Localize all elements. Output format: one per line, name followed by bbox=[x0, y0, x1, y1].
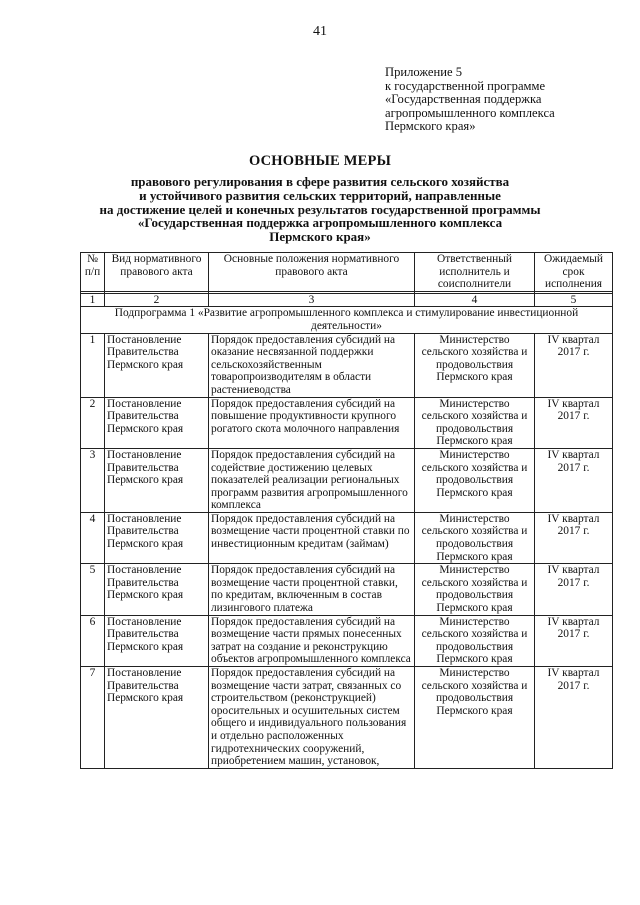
table-row bbox=[81, 448, 613, 512]
column-index-row bbox=[81, 293, 613, 307]
row-provisions: Порядок предоставления субсидий на возмещение части процентной ставки по инвестиционным кредитам (займам) bbox=[209, 512, 415, 563]
subprogram-title: Подпрограмма 1 «Развитие агропромышленного комплекса и стимулирование инвестиционной деятельности» bbox=[81, 307, 613, 333]
row-term: IV квартал 2017 г. bbox=[535, 615, 613, 666]
row-provisions: Порядок предоставления субсидий на содействие достижению целевых показателей реализации региональных программ развития агропромышленного комплекса bbox=[209, 448, 415, 512]
row-provisions: Порядок предоставления субсидий на оказание несвязанной поддержки сельскохозяйственным товаропроизводителям в области растениеводства bbox=[209, 333, 415, 397]
row-term: IV квартал 2017 г. bbox=[535, 333, 613, 397]
row-num: 1 bbox=[81, 333, 105, 397]
row-act-type: Постановление Правительства Пермского края bbox=[105, 667, 209, 769]
row-provisions: Порядок предоставления субсидий на возмещение части процентной ставки, по кредитам, включенным в состав лизингового платежа bbox=[209, 564, 415, 615]
page-number: 41 bbox=[313, 24, 327, 39]
document-title: ОСНОВНЫЕ МЕРЫ bbox=[248, 153, 392, 169]
row-term: IV квартал 2017 г. bbox=[535, 397, 613, 448]
document-subtitle bbox=[0, 175, 640, 244]
appendix-line: к государственной программе bbox=[385, 78, 546, 93]
row-responsible: Министерство сельского хозяйства и продовольствия Пермского края bbox=[415, 448, 535, 512]
subprogram-row bbox=[81, 307, 613, 333]
column-index: 4 bbox=[415, 293, 535, 307]
row-term: IV квартал 2017 г. bbox=[535, 512, 613, 563]
subtitle-line: на достижение целей и конечных результатов государственной программы bbox=[99, 201, 541, 217]
row-term: IV квартал 2017 г. bbox=[535, 448, 613, 512]
table-row bbox=[81, 512, 613, 563]
appendix-line: «Государственная поддержка bbox=[385, 92, 542, 106]
row-term: IV квартал 2017 г. bbox=[535, 667, 613, 769]
table-row bbox=[81, 667, 613, 769]
header-num: № п/п bbox=[81, 253, 105, 292]
row-num: 7 bbox=[81, 667, 105, 769]
column-index: 5 bbox=[535, 293, 613, 307]
row-act-type: Постановление Правительства Пермского края bbox=[105, 615, 209, 666]
header-provisions: Основные положения нормативного правового акта bbox=[209, 253, 415, 292]
row-act-type: Постановление Правительства Пермского края bbox=[105, 512, 209, 563]
appendix-note bbox=[385, 66, 630, 134]
row-num: 6 bbox=[81, 615, 105, 666]
appendix-line: Приложение 5 bbox=[385, 65, 463, 79]
row-responsible: Министерство сельского хозяйства и продовольствия Пермского края bbox=[415, 512, 535, 563]
row-act-type: Постановление Правительства Пермского края bbox=[105, 564, 209, 615]
row-provisions: Порядок предоставления субсидий на возмещение части прямых понесенных затрат на создание и реконструкцию объектов агропромышленного комплекса bbox=[209, 615, 415, 666]
row-responsible: Министерство сельского хозяйства и продовольствия Пермского края bbox=[415, 615, 535, 666]
row-num: 5 bbox=[81, 564, 105, 615]
row-provisions: Порядок предоставления субсидий на повышение продуктивности крупного рогатого скота молочного направления bbox=[209, 397, 415, 448]
row-responsible: Министерство сельского хозяйства и продовольствия Пермского края bbox=[415, 564, 535, 615]
row-responsible: Министерство сельского хозяйства и продовольствия Пермского края bbox=[415, 397, 535, 448]
header-responsible: Ответственный исполнитель и соисполнители bbox=[415, 253, 535, 292]
subtitle-line: Пермского края» bbox=[269, 229, 371, 245]
row-responsible: Министерство сельского хозяйства и продовольствия Пермского края bbox=[415, 667, 535, 769]
header-act-type: Вид нормативного правового акта bbox=[105, 253, 209, 292]
column-index: 3 bbox=[209, 293, 415, 307]
subtitle-line: правового регулирования в сфере развития сельского хозяйства bbox=[130, 174, 510, 189]
row-num: 3 bbox=[81, 448, 105, 512]
measures-table bbox=[80, 252, 613, 769]
table-header-row bbox=[81, 253, 613, 292]
row-act-type: Постановление Правительства Пермского края bbox=[105, 397, 209, 448]
row-act-type: Постановление Правительства Пермского края bbox=[105, 448, 209, 512]
header-term: Ожидаемый срок исполнения bbox=[535, 253, 613, 292]
row-provisions: Порядок предоставления субсидий на возмещение части затрат, связанных со строительством (реконструкцией) оросительных и осушительных систем общего и индивидуального пользования и отдельно расположенных гидротехнических сооружений, приобретением машин, установок, bbox=[209, 667, 415, 769]
column-index: 1 bbox=[81, 293, 105, 307]
appendix-line: агропромышленного комплекса bbox=[385, 105, 555, 120]
subtitle-line: и устойчивого развития сельских территорий, направленные bbox=[139, 187, 501, 203]
row-term: IV квартал 2017 г. bbox=[535, 564, 613, 615]
table-row bbox=[81, 615, 613, 666]
subtitle-line: «Государственная поддержка агропромышленного комплекса bbox=[137, 215, 503, 231]
row-responsible: Министерство сельского хозяйства и продовольствия Пермского края bbox=[415, 333, 535, 397]
table-row bbox=[81, 397, 613, 448]
table-row bbox=[81, 564, 613, 615]
table-row bbox=[81, 333, 613, 397]
row-num: 2 bbox=[81, 397, 105, 448]
row-num: 4 bbox=[81, 512, 105, 563]
column-index: 2 bbox=[105, 293, 209, 307]
row-act-type: Постановление Правительства Пермского края bbox=[105, 333, 209, 397]
appendix-line: Пермского края» bbox=[385, 119, 476, 133]
